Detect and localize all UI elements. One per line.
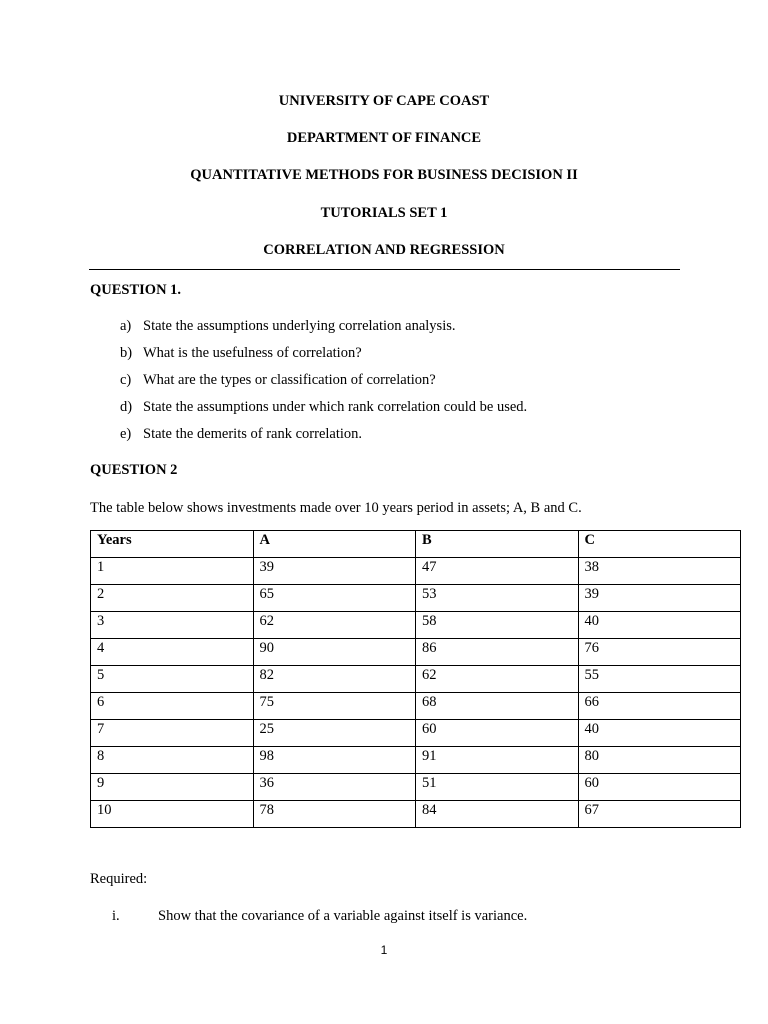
investment-table xyxy=(90,530,741,828)
table-cell: 98 xyxy=(253,747,416,774)
table-cell: 62 xyxy=(253,612,416,639)
table-cell: 68 xyxy=(416,693,579,720)
item-marker: e) xyxy=(120,426,132,442)
table-row xyxy=(91,612,741,639)
table-cell: 5 xyxy=(91,666,254,693)
page-number: 1 xyxy=(380,943,388,957)
university-heading: UNIVERSITY OF CAPE COAST xyxy=(278,93,490,109)
table-cell: 9 xyxy=(91,774,254,801)
item-text: Show that the covariance of a variable against itself is variance. xyxy=(158,908,528,924)
table-cell: 82 xyxy=(253,666,416,693)
column-header-a: A xyxy=(253,531,416,558)
table-cell: 38 xyxy=(578,558,741,585)
table-cell: 58 xyxy=(416,612,579,639)
tutorial-heading: TUTORIALS SET 1 xyxy=(320,205,448,221)
list-item xyxy=(120,344,527,371)
item-marker: a) xyxy=(120,318,132,334)
table-row xyxy=(91,801,741,828)
table-row xyxy=(91,693,741,720)
table-cell: 36 xyxy=(253,774,416,801)
table-row xyxy=(91,747,741,774)
table-cell: 51 xyxy=(416,774,579,801)
table-cell: 3 xyxy=(91,612,254,639)
table-cell: 55 xyxy=(578,666,741,693)
item-marker: c) xyxy=(120,372,132,388)
table-cell: 90 xyxy=(253,639,416,666)
course-heading: QUANTITATIVE METHODS FOR BUSINESS DECISION II xyxy=(190,167,578,183)
table-cell: 53 xyxy=(416,585,579,612)
table-cell: 67 xyxy=(578,801,741,828)
question-2-title: QUESTION 2 xyxy=(90,462,178,478)
table-cell: 1 xyxy=(91,558,254,585)
list-item xyxy=(120,398,527,425)
list-item xyxy=(120,317,527,344)
table-cell: 66 xyxy=(578,693,741,720)
item-text: What is the usefulness of correlation? xyxy=(143,345,362,361)
question-1-title: QUESTION 1. xyxy=(90,282,182,298)
table-cell: 86 xyxy=(416,639,579,666)
table-cell: 91 xyxy=(416,747,579,774)
table-row xyxy=(91,558,741,585)
table-cell: 40 xyxy=(578,612,741,639)
table-cell: 80 xyxy=(578,747,741,774)
table-cell: 25 xyxy=(253,720,416,747)
table-row xyxy=(91,666,741,693)
table-row xyxy=(91,639,741,666)
table-cell: 65 xyxy=(253,585,416,612)
table-cell: 10 xyxy=(91,801,254,828)
table-row xyxy=(91,585,741,612)
table-cell: 84 xyxy=(416,801,579,828)
column-header-years: Years xyxy=(91,531,254,558)
table-cell: 39 xyxy=(578,585,741,612)
question-2-intro: The table below shows investments made over 10 years period in assets; A, B and C. xyxy=(90,500,582,516)
list-item xyxy=(120,425,527,452)
table-cell: 4 xyxy=(91,639,254,666)
item-marker: d) xyxy=(120,399,133,415)
column-header-b: B xyxy=(416,531,579,558)
table-cell: 8 xyxy=(91,747,254,774)
table-cell: 60 xyxy=(416,720,579,747)
column-header-c: C xyxy=(578,531,741,558)
table-cell: 2 xyxy=(91,585,254,612)
table-body xyxy=(91,558,741,828)
question-1-list xyxy=(120,317,527,452)
table-header-row xyxy=(91,531,741,558)
topic-heading: CORRELATION AND REGRESSION xyxy=(263,242,505,258)
table-cell: 6 xyxy=(91,693,254,720)
item-text: State the demerits of rank correlation. xyxy=(143,426,363,442)
table-cell: 75 xyxy=(253,693,416,720)
table-row xyxy=(91,720,741,747)
table-cell: 78 xyxy=(253,801,416,828)
table-cell: 76 xyxy=(578,639,741,666)
department-heading: DEPARTMENT OF FINANCE xyxy=(286,130,482,146)
table-cell: 62 xyxy=(416,666,579,693)
table-cell: 39 xyxy=(253,558,416,585)
table-cell: 7 xyxy=(91,720,254,747)
item-text: State the assumptions underlying correlation analysis. xyxy=(143,318,456,334)
table-cell: 47 xyxy=(416,558,579,585)
item-text: What are the types or classification of correlation? xyxy=(143,372,436,388)
required-item xyxy=(112,907,527,925)
item-marker: i. xyxy=(112,908,120,924)
item-marker: b) xyxy=(120,345,133,361)
table-cell: 60 xyxy=(578,774,741,801)
horizontal-rule xyxy=(89,269,680,270)
list-item xyxy=(120,371,527,398)
table-row xyxy=(91,774,741,801)
table-cell: 40 xyxy=(578,720,741,747)
item-text: State the assumptions under which rank correlation could be used. xyxy=(143,399,528,415)
required-label: Required: xyxy=(90,871,148,887)
